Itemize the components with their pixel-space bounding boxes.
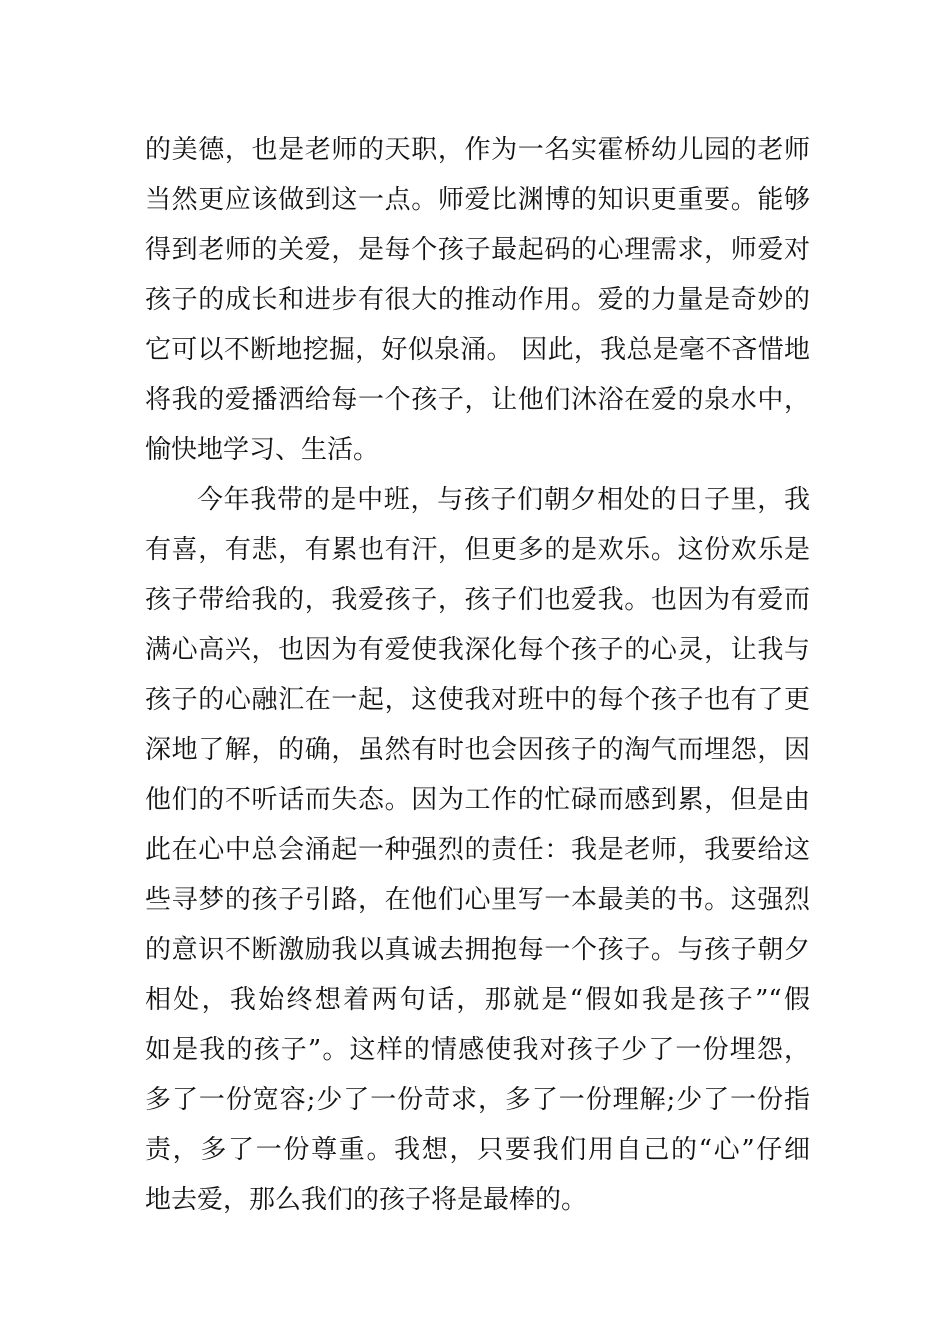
- text-line: 有喜，有悲，有累也有汗，但更多的是欢乐。这份欢乐是: [145, 535, 810, 565]
- text-line: 将我的爱播洒给每一个孩子，让他们沐浴在爱的泉水中，: [145, 385, 810, 415]
- text-line: 今年我带的是中班，与孩子们朝夕相处的日子里，我: [197, 485, 810, 515]
- paragraph-2: [145, 475, 810, 1225]
- text-line: 如是我的孩子”。这样的情感使我对孩子少了一份埋怨，: [145, 1035, 810, 1065]
- text-line: 满心高兴，也因为有爱使我深化每个孩子的心灵，让我与: [145, 635, 810, 665]
- text-line: 的意识不断激励我以真诚去拥抱每一个孩子。与孩子朝夕: [145, 935, 810, 965]
- text-line: 愉快地学习、生活。: [145, 435, 380, 465]
- text-line: 孩子带给我的，我爱孩子，孩子们也爱我。也因为有爱而: [145, 585, 810, 615]
- text-line: 孩子的心融汇在一起，这使我对班中的每个孩子也有了更: [145, 685, 810, 715]
- text-line: 它可以不断地挖掘，好似泉涌。 因此，我总是毫不吝惜地: [145, 335, 810, 365]
- text-line: 当然更应该做到这一点。师爱比渊博的知识更重要。能够: [145, 185, 810, 215]
- text-line: 他们的不听话而失态。因为工作的忙碌而感到累，但是由: [145, 785, 810, 815]
- text-line: 深地了解，的确，虽然有时也会因孩子的淘气而埋怨，因: [145, 735, 810, 765]
- text-line: 孩子的成长和进步有很大的推动作用。爱的力量是奇妙的: [145, 285, 810, 315]
- text-line: 此在心中总会涌起一种强烈的责任：我是老师，我要给这: [145, 835, 810, 865]
- text-line: 责，多了一份尊重。我想，只要我们用自己的“心”仔细: [145, 1135, 810, 1165]
- text-line: 得到老师的关爱，是每个孩子最起码的心理需求，师爱对: [145, 235, 810, 265]
- text-line: 地去爱，那么我们的孩子将是最棒的。: [145, 1185, 588, 1215]
- text-line: 相处，我始终想着两句话，那就是“假如我是孩子”“假: [145, 985, 810, 1015]
- body-text: [145, 125, 810, 1225]
- text-line: 些寻梦的孩子引路，在他们心里写一本最美的书。这强烈: [145, 885, 810, 915]
- text-line: 的美德，也是老师的天职，作为一名实霍桥幼儿园的老师: [145, 135, 810, 165]
- paragraph-1: [145, 125, 810, 475]
- text-line: 多了一份宽容;少了一份苛求，多了一份理解;少了一份指: [145, 1085, 810, 1115]
